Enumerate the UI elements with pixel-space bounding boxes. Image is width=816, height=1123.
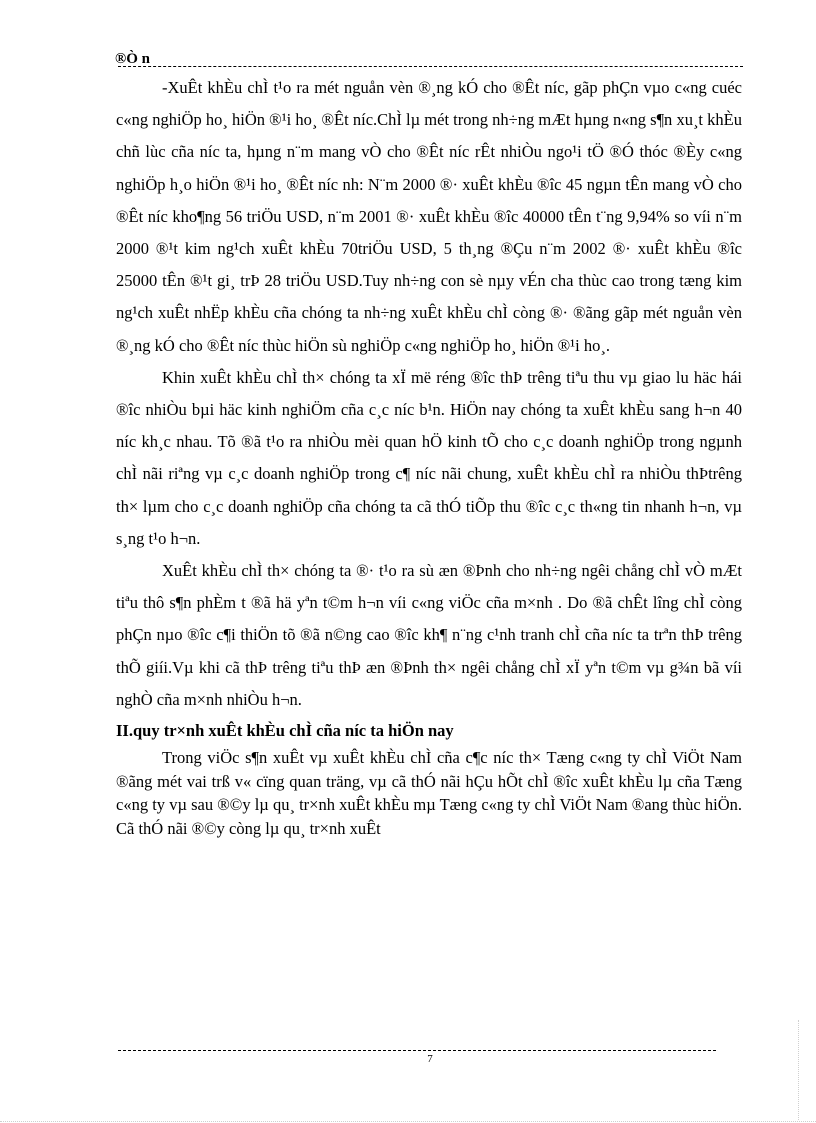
- paragraph-export-capital: -XuÊt khÈu chÌ t¹o ra mét nguån vèn ®¸ng kÓ cho ®Êt níc, gãp phÇn vµo c«ng cuéc c«ng nghiÖp ho¸ hiÖn ®¹i ho¸ ®Êt níc.ChÌ lµ mét trong nh÷ng mÆt hµng n«ng s¶n xu¸t khÈu chñ lùc cña níc ta, hµng n¨m mang vÒ cho ®Êt níc rÊt nhiÒu ngo¹i tÖ ®Ó thóc ®Èy c«ng nghiÖp h¸o hiÖn ®¹i ho¸ ®Êt níc nh: N¨m 2000 ®· xuÊt khÈu ®îc 45 ngµn tÊn mang vÒ cho ®Êt níc kho¶ng 56 triÖu USD, n¨m 2001 ®· xuÊt khÈu ®îc 40000 tÊn t¨ng 9,94% so víi n¨m 2000 ®¹t kim ng¹ch xuÊt khÈu 70triÖu USD, 5 th¸ng ®Çu n¨m 2002 ®· xuÊt khÈu ®îc 25000 tÊn ®¹t gi¸ trÞ 28 triÖu USD.Tuy nh÷ng con sè nµy vÉn cha thùc cao trong tæng kim ng¹ch xuÊt nhËp khÈu cña chóng ta nh÷ng xuÊt khÈu chÌ còng ®· ®ãng gãp mét nguån vèn ®¸ng kÓ cho ®Êt níc thùc hiÖn sù nghiÖp c«ng nghiÖp ho¸ hiÖn ®¹i ho¸.: [116, 78, 742, 355]
- footer-divider: [118, 1050, 716, 1051]
- paragraph-market-expansion: Khin xuÊt khÈu chÌ th× chóng ta xÏ më réng ®îc thÞ trêng tiªu thu vµ giao lu häc hái ®îc nhiÒu bµi häc kinh nghiÖm cña c¸c níc b¹n. HiÖn nay chóng ta xuÊt khÈu sang h¬n 40 níc kh¸c nhau. Tõ ®ã t¹o ra nhiÒu mèi quan hÖ kinh tÕ cho c¸c doanh nghiÖp trong ngµnh chÌ nãi riªng vµ c¸c doanh nghiÖp trong c¶ níc nãi chung, xuÊt khÈu chÌ ra nhiÒu thÞtrêng th× lµm cho c¸c doanh nghiÖp cña chóng ta cã thÓ tiÕp thu ®îc c¸c th«ng tin nhanh h¬n, vµ s¸ng t¹o h¬n.: [116, 367, 742, 548]
- paragraph-grower-stability: XuÊt khÈu chÌ th× chóng ta ®· t¹o ra sù æn ®Þnh cho nh÷ng ngêi chång chÌ vÒ mÆt tiªu thô s¶n phÈm t ®ã hä yªn t©m h¬n víi c«ng viÖc cña m×nh . Do ®ã chÊt lîng chÌ còng phÇn nµo ®îc c¶i thiÖn tõ ®ã n©ng cao ®îc kh¶ n¨ng c¹nh tranh chÌ cña níc ta trªn thÞ trêng thÕ giíi.Vµ khi cã thÞ trêng tiªu thÞ æn ®Þnh th× ngêi chång chÌ xÏ yªn t©m vµ g¾n bã víi nghÒ cña m×nh nhiÒu h¬n.: [116, 561, 742, 709]
- page-border-right: [798, 1020, 799, 1120]
- paragraph-export-process: Trong viÖc s¶n xuÊt vµ xuÊt khÈu chÌ cña c¶c níc th× Tæng c«ng ty chÌ ViÖt Nam ®ãng mét vai trß v« cïng quan träng, vµ cã thÓ nãi hÇu hÕt chÌ ®îc xuÊt khÈu lµ cña Tæng c«ng ty vµ sau ®©y lµ qu¸ tr×nh xuÊt khÈu mµ Tæng c«ng ty chÌ ViÖt Nam ®ang thùc hiÖn. Cã thÓ nãi ®©y còng lµ qu¸ tr×nh xuÊt: [116, 748, 742, 838]
- page-border-bottom: [0, 1121, 816, 1122]
- page-header: ®Ò n: [115, 51, 150, 67]
- page-number: 7: [427, 1053, 433, 1065]
- document-body: [116, 72, 742, 840]
- section-heading: II.quy tr×nh xuÊt khÈu chÌ cña níc ta hiÖn nay: [116, 721, 454, 741]
- header-divider: [118, 66, 743, 67]
